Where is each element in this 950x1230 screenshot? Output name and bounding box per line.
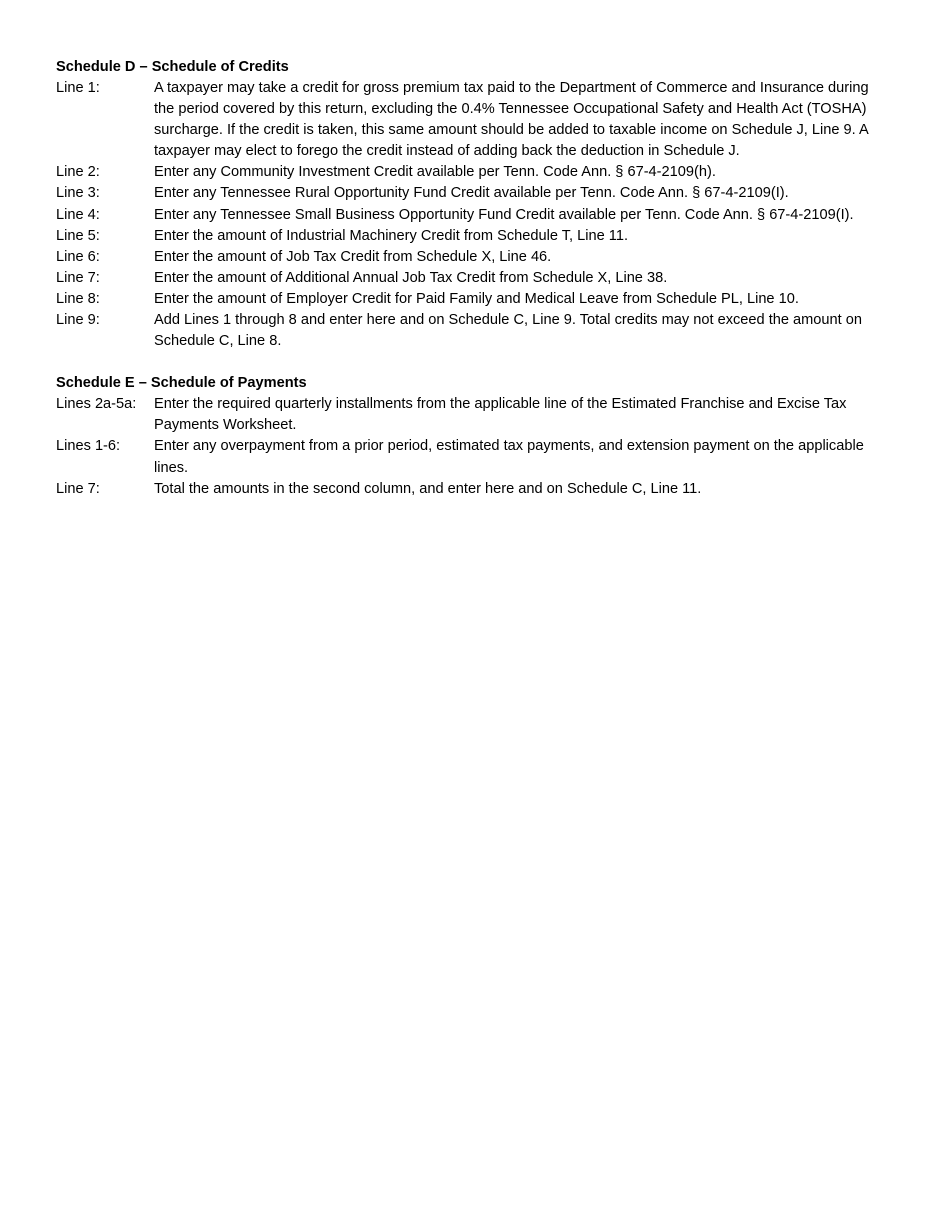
schedule-d-line-item (56, 78, 892, 162)
schedule-d-line-item (56, 289, 892, 310)
line-instruction: Enter any overpayment from a prior period, estimated tax payments, and extension payment on the applicable lines. (154, 438, 864, 476)
instructions-page (56, 57, 892, 500)
schedule-d-line-item (56, 268, 892, 289)
schedule-d-line-item (56, 310, 892, 352)
line-label: Line 8: (56, 290, 100, 307)
line-label: Line 4: (56, 206, 100, 223)
line-label: Line 7: (56, 269, 100, 286)
line-instruction: Enter any Community Investment Credit available per Tenn. Code Ann. § 67-4-2109(h). (154, 164, 716, 181)
line-label: Line 7: (56, 480, 100, 497)
schedule-d-title: Schedule D – Schedule of Credits (56, 59, 289, 75)
schedule-e-title: Schedule E – Schedule of Payments (56, 375, 307, 392)
line-instruction: Total the amounts in the second column, and enter here and on Schedule C, Line 11. (154, 480, 702, 497)
line-label: Lines 1-6: (56, 438, 121, 455)
schedule-d-line-item (56, 183, 892, 204)
schedule-e-line-item (56, 394, 892, 436)
line-label: Line 3: (56, 185, 100, 202)
schedule-d-line-item (56, 226, 892, 247)
line-label: Line 5: (56, 227, 100, 244)
line-instruction: Enter any Tennessee Small Business Opportunity Fund Credit available per Tenn. Code Ann. § 67-4-2109(I). (154, 206, 854, 223)
line-instruction: Enter any Tennessee Rural Opportunity Fund Credit available per Tenn. Code Ann. § 67-4-2109(I). (154, 185, 789, 202)
schedule-d-section (56, 57, 892, 352)
schedule-e-line-item (56, 479, 892, 500)
line-label: Line 1: (56, 80, 100, 96)
line-instruction: Enter the required quarterly installments from the applicable line of the Estimated Franchise and Excise Tax Payments Worksheet. (154, 396, 847, 434)
line-label: Line 2: (56, 164, 100, 181)
line-label: Line 9: (56, 312, 100, 329)
line-instruction: Enter the amount of Job Tax Credit from Schedule X, Line 46. (154, 248, 552, 265)
line-instruction: A taxpayer may take a credit for gross premium tax paid to the Department of Commerce and Insurance during the period covered by this return, excluding the 0.4% Tennessee Occupational Safety and Health Act (TOSHA) surcharge. If the credit is taken, this same amount should be added to taxable income on Schedule J, Line 9. A taxpayer may elect to forego the credit instead of adding back the deduction in Schedule J. (154, 80, 869, 160)
line-label: Line 6: (56, 248, 100, 265)
line-instruction: Enter the amount of Industrial Machinery Credit from Schedule T, Line 11. (154, 227, 629, 244)
schedule-d-line-item (56, 247, 892, 268)
line-instruction: Enter the amount of Employer Credit for Paid Family and Medical Leave from Schedule PL, Line 10. (154, 290, 799, 307)
line-instruction: Enter the amount of Additional Annual Job Tax Credit from Schedule X, Line 38. (154, 269, 668, 286)
line-instruction: Add Lines 1 through 8 and enter here and on Schedule C, Line 9. Total credits may not exceed the amount on Schedule C, Line 8. (154, 312, 863, 350)
schedule-d-line-item (56, 205, 892, 226)
line-label: Lines 2a-5a: (56, 396, 137, 413)
schedule-e-section (56, 373, 892, 499)
schedule-d-line-item (56, 162, 892, 183)
schedule-e-line-item (56, 436, 892, 478)
